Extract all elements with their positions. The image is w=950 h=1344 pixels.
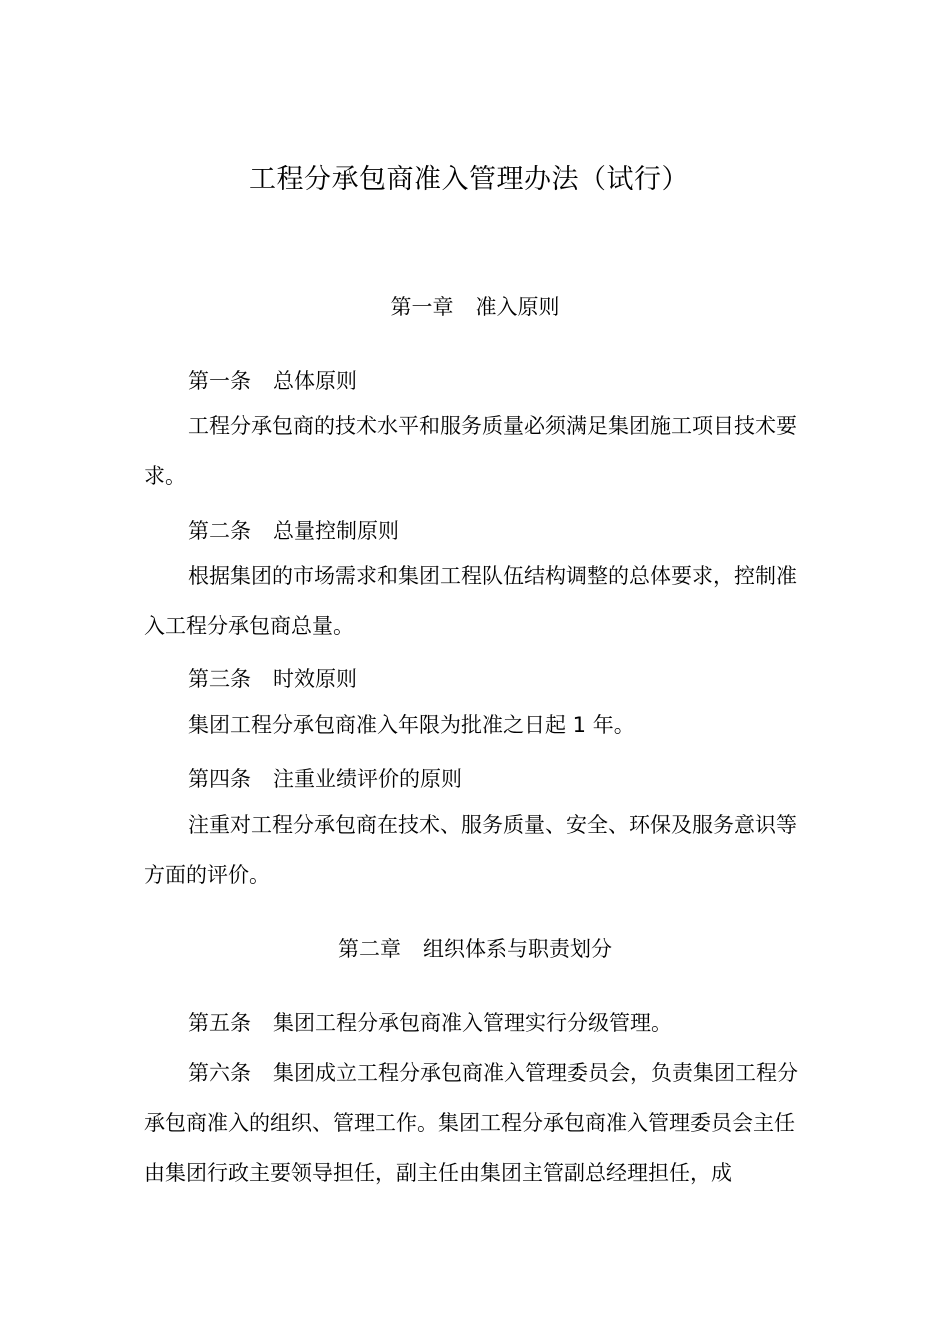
chapter-2-name: 组织体系与职责划分 (423, 937, 612, 961)
chapter-1-heading (0, 292, 950, 322)
article-3-number: 第三条 (188, 667, 251, 691)
article-6-body (144, 1048, 808, 1198)
article-5-number: 第五条 (188, 1011, 251, 1035)
article-3-heading (188, 664, 357, 694)
article-5-body (144, 998, 808, 1048)
article-1-name: 总体原则 (273, 369, 357, 393)
article-4-number: 第四条 (188, 767, 251, 791)
article-3-body (144, 700, 808, 750)
article-5-text: 集团工程分承包商准入管理实行分级管理。 (273, 1011, 672, 1035)
article-1-body (144, 401, 808, 501)
article-6-number: 第六条 (188, 1061, 251, 1085)
article-2-name: 总量控制原则 (273, 519, 399, 543)
article-3-text: 集团工程分承包商准入年限为批准之日起 1 年。 (188, 713, 635, 737)
chapter-1-name: 准入原则 (475, 295, 560, 319)
chapter-2-number: 第二章 (338, 937, 401, 961)
article-6-text: 集团成立工程分承包商准入管理委员会，负责集团工程分承包商准入的组织、管理工作。集团工程分承包商准入管理委员会主任由集团行政主要领导担任，副主任由集团主管副总经理担任，成 (144, 1061, 798, 1185)
article-2-text: 根据集团的市场需求和集团工程队伍结构调整的总体要求，控制准入工程分承包商总量。 (144, 564, 797, 638)
article-2-heading (188, 516, 399, 546)
document-title: 工程分承包商准入管理办法（试行） (249, 164, 689, 195)
article-2-number: 第二条 (188, 519, 251, 543)
article-3-name: 时效原则 (273, 667, 357, 691)
chapter-2-heading (0, 934, 950, 964)
article-4-heading (188, 764, 462, 794)
chapter-1-number: 第一章 (390, 295, 454, 319)
article-4-body (144, 800, 808, 900)
article-1-heading (188, 366, 357, 396)
article-2-body (144, 551, 808, 651)
article-1-text: 工程分承包商的技术水平和服务质量必须满足集团施工项目技术要求。 (144, 414, 797, 488)
article-4-text: 注重对工程分承包商在技术、服务质量、安全、环保及服务意识等方面的评价。 (144, 813, 797, 887)
article-1-number: 第一条 (188, 369, 251, 393)
article-4-name: 注重业绩评价的原则 (273, 767, 462, 791)
